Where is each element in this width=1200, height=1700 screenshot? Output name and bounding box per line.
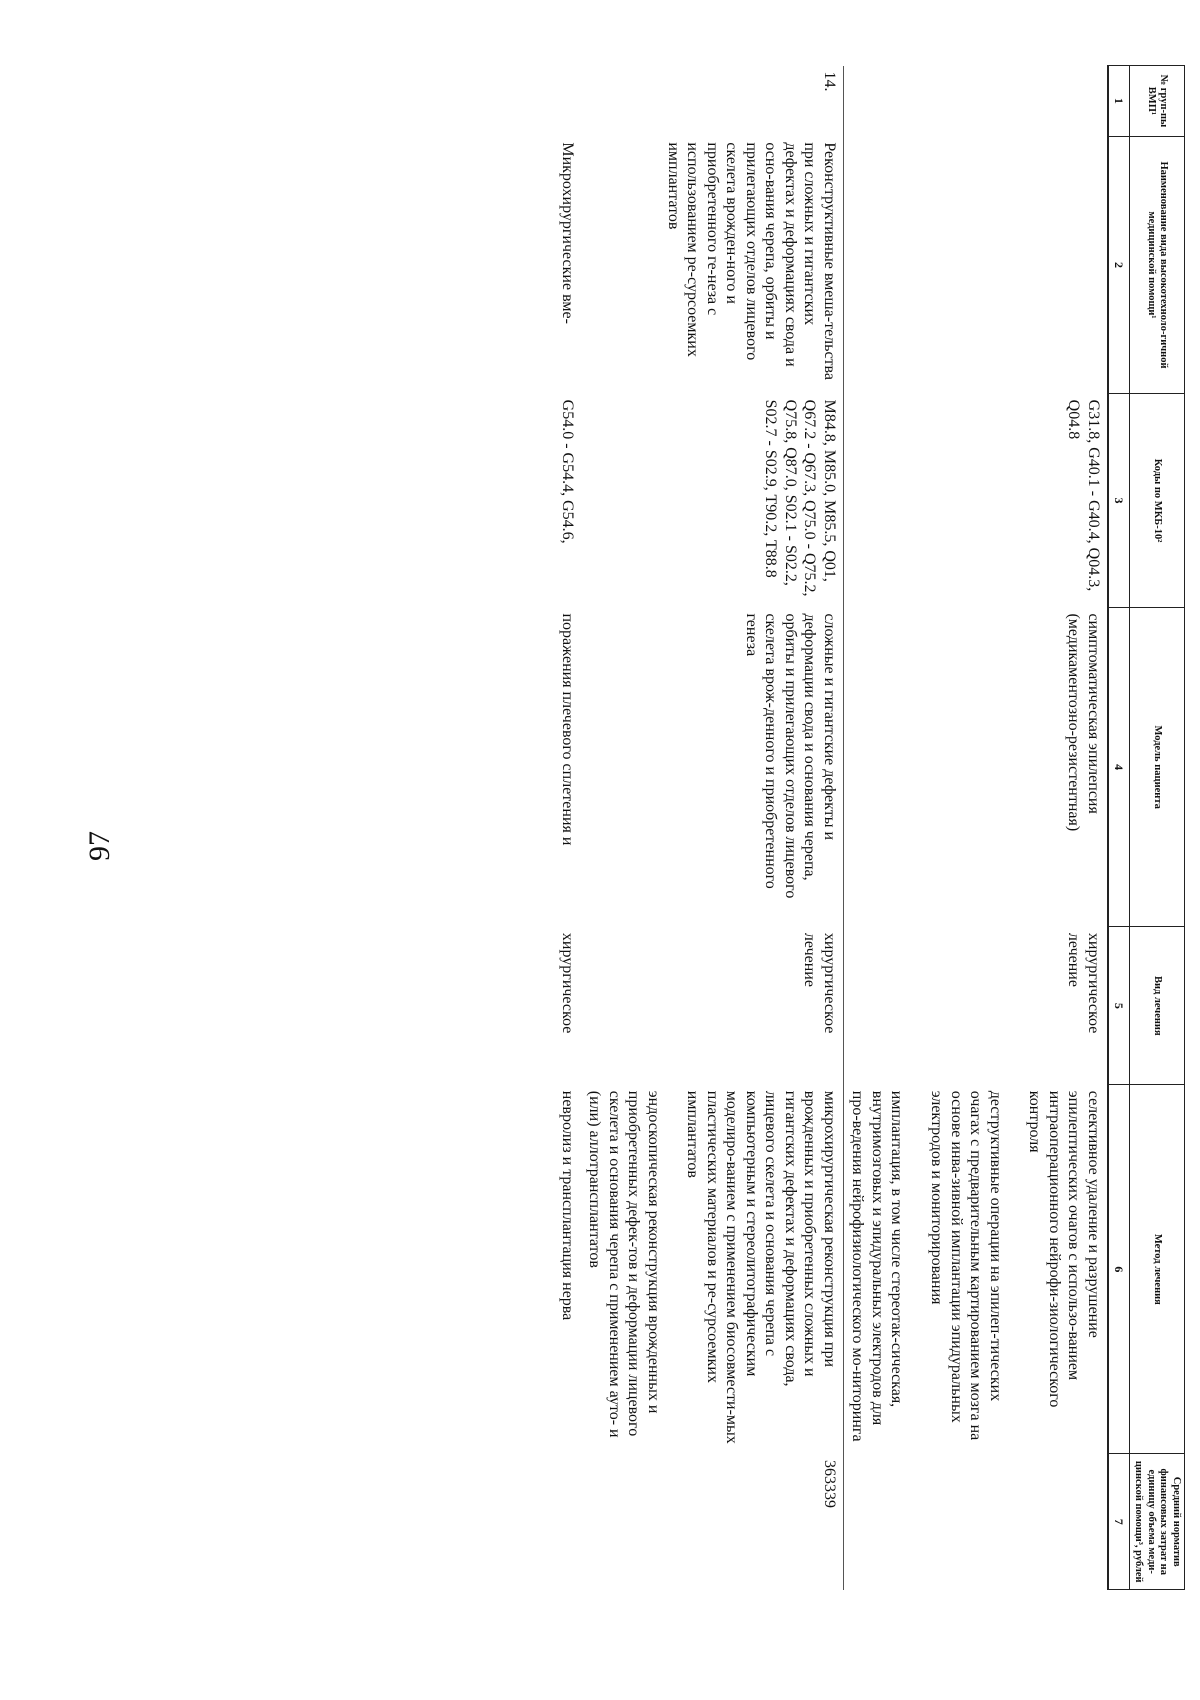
header-row (1129, 66, 1184, 1590)
vmp-table (553, 65, 1185, 1590)
cell-patient-model: поражения плечевого сплетения и (558, 613, 576, 846)
cell-group-number (553, 66, 581, 137)
cell-average-cost (843, 1454, 1107, 1590)
header-treatment-method: Метод лечения (1129, 1085, 1184, 1454)
cell-icd-codes: M84.8, M85.0, M85.5, Q01, Q67.2 - Q67.3, Q75.0 - Q75.2, Q75.8, Q87.0, S02.1 - S02.2, S02.7 - S02.9, T90.2, T88.8 (581, 394, 844, 608)
treatment-method: селективное удаление и разрушение эпилептических очагов с использо-ванием интраоперационного нейрофи-зиологического контроля (1026, 1090, 1102, 1408)
cell-patient-model: сложные и гигантские дефекты и деформации свода и основания черепа, орбиты и прилегающих отделов лицевого скелета врож-денного и приобретенного генеза (581, 607, 844, 926)
column-number: 4 (1108, 607, 1130, 926)
cell-treatment-type: хирургическое (558, 932, 576, 1034)
cell-vmp-name: Реконструктивные вмеша-тельства при сложных и гигантских дефектах и деформациях свода и осно-вания черепа, орбиты и прилегающих отделов лицевого скелета врожден-ного и приобретенного ге-неза с использованием ре-сурсоемких имплантатов (581, 136, 844, 393)
header-patient-model: Модель пациента (1129, 607, 1184, 926)
table-row (553, 66, 581, 1590)
header-treatment-type: Вид лечения (1129, 927, 1184, 1085)
cell-patient-model: симптоматическая эпилепсия (медикаментозно-резистентная) (1065, 613, 1102, 832)
cell-icd-codes: G31.8, G40.1 - G40.4, Q04.3, Q04.8 (1065, 399, 1102, 592)
header-average-cost: Средний норматив финансовых затрат на единицу объема меди-цинской помощи³, рублей (1129, 1454, 1184, 1590)
cell-treatment-methods (553, 1085, 581, 1454)
column-number: 1 (1108, 66, 1130, 137)
treatment-method: микрохирургическая реконструкция при врожденных и приобретенных сложных и гигантских дефектах и деформациях свода, лицевого скелета и основания черепа с компьютерным и стереолитографическим моделиро-ванием с применением биосовмести-мых пластических материалов и ре-сурсоемких имплантатов (684, 1090, 838, 1444)
page-number: 97 (83, 831, 116, 861)
column-number: 6 (1108, 1085, 1130, 1454)
treatment-method: невролиз и трансплантация нерва (558, 1090, 576, 1321)
cell-icd-codes: G54.0 - G54.4, G54.6, (558, 399, 576, 544)
header-vmp-name: Наименование вида высокотехноло-гичной медицинской помощи¹ (1129, 136, 1184, 393)
column-number: 5 (1108, 927, 1130, 1085)
column-number: 2 (1108, 136, 1130, 393)
cell-vmp-name: Микрохирургические вме- (558, 142, 576, 324)
column-number-row (1108, 66, 1130, 1590)
cell-group-number: 14. (581, 66, 844, 137)
cell-average-cost: 363339 (581, 1454, 844, 1590)
table-row (843, 66, 1107, 1590)
header-group-number: № груп-пы ВМП¹ (1129, 66, 1184, 137)
cell-treatment-type: хирургическое лечение (1065, 932, 1102, 1034)
treatment-method: деструктивные операции на эпилеп-тических очагах с предварительным картированием мозга на основе инва-зивной имплантации эпидуральных электродов и мониторирования (928, 1090, 1004, 1441)
column-number: 7 (1108, 1454, 1130, 1590)
table-row (581, 66, 844, 1590)
cell-group-number (843, 66, 1107, 137)
treatment-method: имплантация, в том числе стереотак-сическая, внутримозговых и эпидуральных электродов для про-ведения нейрофизиологического мо-ниторинга (849, 1090, 906, 1442)
cell-vmp-name (843, 136, 1107, 393)
cell-treatment-methods (581, 1085, 844, 1454)
column-number: 3 (1108, 394, 1130, 608)
header-icd-codes: Коды по МКБ-10² (1129, 394, 1184, 608)
rotated-table-sheet (155, 65, 1185, 1590)
cell-treatment-methods (843, 1085, 1107, 1454)
treatment-method: эндоскопическая реконструкция врожденных и приобретенных дефек-тов и деформации лицевого скелета и основания черепа с применением ауто- и (или) аллотрансплантатов (586, 1090, 662, 1438)
cell-treatment-type: хирургическое лечение (581, 927, 844, 1085)
cell-average-cost (553, 1454, 581, 1590)
